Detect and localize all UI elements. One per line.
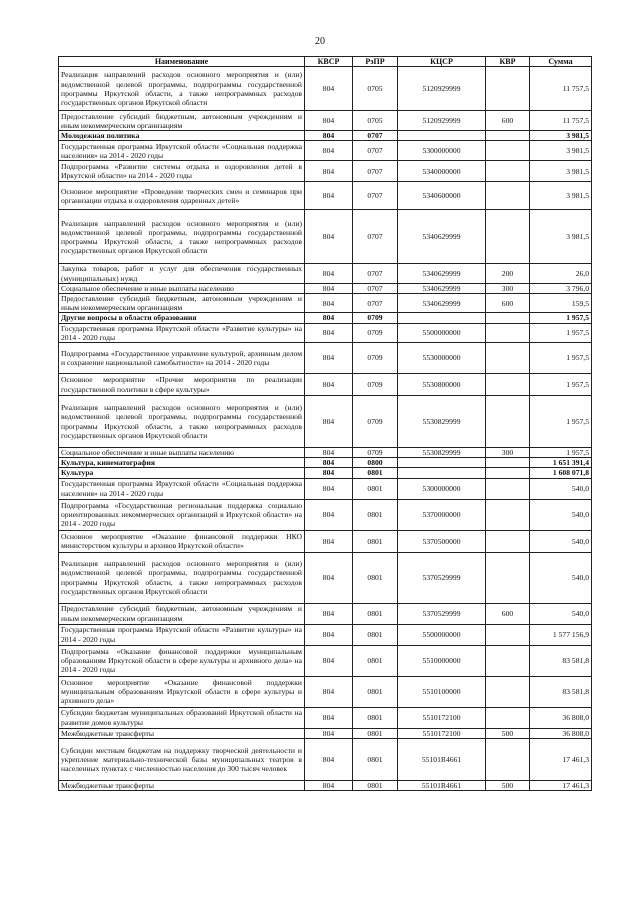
cell-kcsr [398,458,486,468]
cell-kvsr: 804 [305,182,353,210]
cell-kvr: 600 [486,603,530,624]
cell-sum: 11 757,5 [530,111,592,131]
cell-kvsr: 804 [305,603,353,624]
cell-kcsr: 5510172100 [398,707,486,728]
cell-name: Другие вопросы в области образования [59,313,305,323]
cell-rzpr: 0709 [353,343,398,374]
header-sum: Сумма [530,57,592,67]
cell-kvsr: 804 [305,264,353,283]
cell-name: Подпрограмма «Государственное управление культурой, архивным делом и сохранение национальной самобытности» на 2014 - 2020 годы [59,343,305,374]
cell-rzpr: 0801 [353,468,398,478]
cell-rzpr: 0709 [353,374,398,396]
cell-sum: 11 757,5 [530,67,592,111]
cell-name: Основное мероприятие «Проведение творческих смен и семинаров при организации отдыха и оздоровления одаренных детей» [59,182,305,210]
cell-sum: 159,5 [530,294,592,313]
cell-kvr [486,478,530,499]
cell-kcsr: 5370529999 [398,552,486,603]
cell-kcsr: 55101R4661 [398,780,486,790]
cell-kcsr [398,313,486,323]
cell-sum: 3 981,5 [530,131,592,141]
cell-kvsr: 804 [305,645,353,676]
cell-kcsr: 5120929999 [398,111,486,131]
cell-kcsr [398,468,486,478]
cell-kvsr: 804 [305,780,353,790]
cell-kvsr: 804 [305,374,353,396]
cell-kvsr: 804 [305,448,353,458]
cell-name: Культура, кинематография [59,458,305,468]
table-row [59,374,592,396]
cell-kvsr: 804 [305,458,353,468]
cell-kcsr: 5340629999 [398,283,486,293]
cell-name: Государственная программа Иркутской области «Социальная поддержка населения» на 2014 - 2020 годы [59,141,305,161]
cell-kvr [486,530,530,552]
cell-kcsr: 5340629999 [398,294,486,313]
cell-kvsr: 804 [305,738,353,780]
cell-sum: 540,0 [530,530,592,552]
table-row [59,294,592,313]
cell-sum: 540,0 [530,552,592,603]
cell-sum: 17 461,3 [530,780,592,790]
cell-name: Предоставление субсидий бюджетным, автономным учреждениям и иным некоммерческим организациям [59,603,305,624]
table-row [59,67,592,111]
cell-rzpr: 0801 [353,676,398,707]
cell-sum: 83 581,8 [530,645,592,676]
cell-kvr [486,182,530,210]
table-row [59,676,592,707]
cell-sum: 1 608 071,8 [530,468,592,478]
cell-rzpr: 0707 [353,131,398,141]
cell-rzpr: 0801 [353,728,398,738]
cell-kvsr: 804 [305,396,353,448]
cell-kvr [486,343,530,374]
cell-name: Субсидии бюджетам муниципальных образований Иркутской области на развитие домов культуры [59,707,305,728]
cell-rzpr: 0709 [353,313,398,323]
cell-kvsr: 804 [305,468,353,478]
cell-name: Реализация направлений расходов основного мероприятия и (или) ведомственной целевой программы, подпрограммы государственной программы Иркутской области, а также непрограммных расходов государственных органов Иркутской области [59,210,305,264]
cell-name: Социальное обеспечение и иные выплаты населению [59,448,305,458]
cell-kcsr: 5370529999 [398,603,486,624]
table-row [59,707,592,728]
cell-kvr [486,676,530,707]
cell-kcsr [398,131,486,141]
table-row [59,111,592,131]
cell-kvsr: 804 [305,210,353,264]
cell-kcsr: 5530000000 [398,343,486,374]
cell-kvr [486,499,530,530]
cell-rzpr: 0707 [353,294,398,313]
table-row [59,313,592,323]
cell-kvr [486,707,530,728]
budget-table [58,56,592,791]
cell-kvsr: 804 [305,111,353,131]
cell-kvsr: 804 [305,478,353,499]
table-row [59,396,592,448]
cell-kvsr: 804 [305,707,353,728]
cell-sum: 26,0 [530,264,592,283]
table-row [59,738,592,780]
cell-kcsr: 5300000000 [398,141,486,161]
cell-kvsr: 804 [305,343,353,374]
cell-name: Реализация направлений расходов основного мероприятия и (или) ведомственной целевой программы, подпрограммы государственной программы Иркутской области, а также непрограммных расходов государственных органов Иркутской области [59,67,305,111]
cell-kvr: 600 [486,111,530,131]
cell-kvr [486,141,530,161]
table-row [59,624,592,645]
cell-name: Межбюджетные трансферты [59,780,305,790]
cell-kcsr: 5510172100 [398,728,486,738]
cell-rzpr: 0709 [353,448,398,458]
cell-name: Межбюджетные трансферты [59,728,305,738]
cell-rzpr: 0707 [353,283,398,293]
cell-name: Субсидии местным бюджетам на поддержку творческой деятельности и укрепление материально-технической базы муниципальных театров в населенных пунктах с численностью населения до 300 тысяч человек [59,738,305,780]
cell-kvr [486,67,530,111]
cell-sum: 83 581,8 [530,676,592,707]
cell-kcsr: 5510100000 [398,676,486,707]
table-row [59,131,592,141]
cell-kvsr: 804 [305,283,353,293]
cell-rzpr: 0800 [353,458,398,468]
cell-kvsr: 804 [305,131,353,141]
cell-name: Подпрограмма «Развитие системы отдыха и оздоровления детей в Иркутской области» на 2014 - 2020 годы [59,161,305,182]
cell-kcsr: 55101R4661 [398,738,486,780]
table-body [59,67,592,791]
cell-name: Подпрограмма «Государственная региональная поддержка социально ориентированных некоммерческих организаций в Иркутской области» на 2014 - 2020 годы [59,499,305,530]
cell-name: Закупка товаров, работ и услуг для обеспечения государственных (муниципальных) нужд [59,264,305,283]
cell-name: Социальное обеспечение и иные выплаты населению [59,283,305,293]
cell-name: Подпрограмма «Оказание финансовой поддержки муниципальным образованиям Иркутской области в сфере культуры и архивного дела» на 2014 - 2020 годы [59,645,305,676]
cell-sum: 17 461,3 [530,738,592,780]
cell-rzpr: 0801 [353,780,398,790]
cell-rzpr: 0801 [353,530,398,552]
cell-name: Государственная программа Иркутской области «Социальная поддержка населения» на 2014 - 2020 годы [59,478,305,499]
table-row [59,530,592,552]
cell-sum: 1 957,5 [530,313,592,323]
cell-kvsr: 804 [305,530,353,552]
cell-sum: 1 577 156,9 [530,624,592,645]
cell-rzpr: 0705 [353,67,398,111]
cell-rzpr: 0707 [353,161,398,182]
cell-name: Основное мероприятие «Оказание финансовой поддержки НКО министерством культуры и архивов Иркутской области» [59,530,305,552]
page-number: 20 [315,36,325,47]
table-row [59,161,592,182]
cell-rzpr: 0707 [353,182,398,210]
cell-kcsr: 5370000000 [398,499,486,530]
cell-name: Реализация направлений расходов основного мероприятия и (или) ведомственной целевой программы, подпрограммы государственной программы Иркутской области, а также непрограммных расходов государственных органов Иркутской области [59,396,305,448]
cell-kvsr: 804 [305,676,353,707]
cell-rzpr: 0707 [353,210,398,264]
table-row [59,478,592,499]
cell-rzpr: 0801 [353,603,398,624]
table-row [59,210,592,264]
cell-kvsr: 804 [305,552,353,603]
table-row [59,448,592,458]
cell-kvsr: 804 [305,624,353,645]
cell-kcsr: 5300000000 [398,478,486,499]
cell-sum: 3 981,5 [530,182,592,210]
table-row [59,283,592,293]
header-rzpr: РзПР [353,57,398,67]
cell-kcsr: 5530800000 [398,374,486,396]
cell-kcsr: 5340000000 [398,161,486,182]
cell-sum: 1 957,5 [530,448,592,458]
cell-kvr [486,313,530,323]
cell-rzpr: 0709 [353,396,398,448]
table-row [59,728,592,738]
cell-name: Предоставление субсидий бюджетным, автономным учреждениям и иным некоммерческим организациям [59,294,305,313]
cell-kvr: 500 [486,780,530,790]
cell-kvr: 300 [486,448,530,458]
cell-kvr [486,374,530,396]
cell-kvr [486,131,530,141]
cell-kvr [486,645,530,676]
cell-sum: 540,0 [530,478,592,499]
cell-kvr [486,323,530,342]
cell-rzpr: 0705 [353,111,398,131]
cell-rzpr: 0801 [353,552,398,603]
cell-rzpr: 0801 [353,499,398,530]
cell-name: Предоставление субсидий бюджетным, автономным учреждениям и иным некоммерческим организациям [59,111,305,131]
cell-kvr: 600 [486,294,530,313]
table-row [59,264,592,283]
cell-kvsr: 804 [305,499,353,530]
cell-name: Молодежная политика [59,131,305,141]
cell-kvsr: 804 [305,161,353,182]
cell-sum: 540,0 [530,603,592,624]
table-row [59,458,592,468]
cell-kcsr: 5340629999 [398,210,486,264]
cell-kvsr: 804 [305,294,353,313]
cell-sum: 36 808,0 [530,728,592,738]
cell-sum: 1 957,5 [530,374,592,396]
cell-sum: 1 957,5 [530,396,592,448]
table-row [59,780,592,790]
cell-rzpr: 0707 [353,141,398,161]
cell-kvsr: 804 [305,728,353,738]
cell-rzpr: 0709 [353,323,398,342]
cell-kcsr: 5370500000 [398,530,486,552]
cell-kvr [486,468,530,478]
table-row [59,468,592,478]
cell-sum: 3 981,5 [530,210,592,264]
table-row [59,343,592,374]
cell-kvr [486,552,530,603]
header-kvr: КВР [486,57,530,67]
cell-sum: 540,0 [530,499,592,530]
cell-kcsr: 5530829999 [398,396,486,448]
cell-sum: 1 957,5 [530,323,592,342]
cell-kvsr: 804 [305,323,353,342]
cell-kvsr: 804 [305,141,353,161]
header-kvsr: КВСР [305,57,353,67]
cell-kvr [486,161,530,182]
cell-kvr: 300 [486,283,530,293]
cell-name: Реализация направлений расходов основного мероприятия и (или) ведомственной целевой программы, подпрограммы государственной программы Иркутской области, а также непрограммных расходов государственных органов Иркутской области [59,552,305,603]
table-row [59,499,592,530]
cell-rzpr: 0707 [353,264,398,283]
cell-kvr [486,458,530,468]
cell-sum: 1 957,5 [530,343,592,374]
cell-kcsr: 5120929999 [398,67,486,111]
cell-sum: 3 981,5 [530,141,592,161]
cell-rzpr: 0801 [353,624,398,645]
cell-sum: 1 651 391,4 [530,458,592,468]
cell-kvr [486,738,530,780]
cell-name: Основное мероприятие «Оказание финансовой поддержки муниципальным образованиям Иркутской области в сфере культуры и архивного дела» [59,676,305,707]
cell-sum: 3 981,5 [530,161,592,182]
table-row [59,603,592,624]
cell-kvr: 200 [486,264,530,283]
cell-name: Государственная программа Иркутской области «Развитие культуры» на 2014 - 2020 годы [59,323,305,342]
cell-kcsr: 5530829999 [398,448,486,458]
cell-rzpr: 0801 [353,738,398,780]
table-row [59,323,592,342]
cell-kcsr: 5340600000 [398,182,486,210]
header-name: Наименование [59,57,305,67]
cell-kcsr: 5510000000 [398,645,486,676]
cell-kvsr: 804 [305,313,353,323]
cell-kvr [486,624,530,645]
cell-name: Основное мероприятие «Прочие мероприятия по реализации государственной политики в сфере культуры» [59,374,305,396]
cell-kvr: 500 [486,728,530,738]
cell-name: Культура [59,468,305,478]
table-row [59,182,592,210]
cell-kcsr: 5340629999 [398,264,486,283]
cell-sum: 3 796,0 [530,283,592,293]
cell-rzpr: 0801 [353,645,398,676]
cell-rzpr: 0801 [353,478,398,499]
cell-kvr [486,396,530,448]
table-row [59,552,592,603]
cell-name: Государственная программа Иркутской области «Развитие культуры» на 2014 - 2020 годы [59,624,305,645]
cell-kvsr: 804 [305,67,353,111]
cell-sum: 36 808,0 [530,707,592,728]
table-row [59,141,592,161]
cell-rzpr: 0801 [353,707,398,728]
table-header-row [59,57,592,67]
cell-kcsr: 5500000000 [398,624,486,645]
table-row [59,645,592,676]
cell-kcsr: 5500000000 [398,323,486,342]
cell-kvr [486,210,530,264]
header-kcsr: КЦСР [398,57,486,67]
